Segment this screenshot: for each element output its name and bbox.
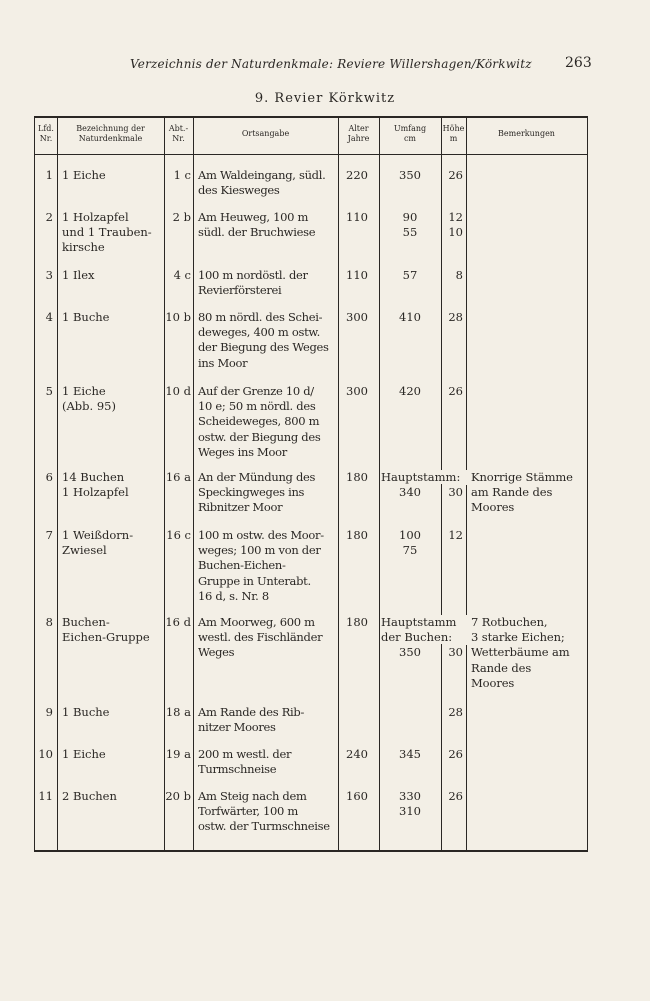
cell-alter: 240 <box>346 747 368 761</box>
cell-umfang: 330 310 <box>399 789 421 819</box>
running-title: Verzeichnis der Naturdenkmale: Reviere Willershagen/Körkwitz <box>130 57 532 71</box>
cell-lfd: 8 <box>45 615 53 629</box>
cell-umfang: 420 <box>399 384 421 398</box>
cell-lfd: 11 <box>38 789 53 803</box>
column-divider <box>441 644 442 660</box>
cell-bezeichnung: 1 Eiche <box>62 747 106 761</box>
cell-abt: 2 b <box>172 210 191 224</box>
cell-bezeichnung: Buchen- Eichen-Gruppe <box>62 615 150 645</box>
nature-monuments-table <box>34 116 588 852</box>
cell-hoehe: 26 <box>448 747 463 761</box>
cell-lfd: 3 <box>45 268 53 282</box>
cell-umfang: 350 <box>399 645 421 660</box>
cell-hoehe: 12 <box>448 528 463 542</box>
cell-abt: 1 c <box>173 168 191 182</box>
cell-hoehe: 30 <box>448 485 463 500</box>
cell-hoehe: 12 10 <box>448 210 463 240</box>
cell-alter: 110 <box>346 210 368 224</box>
cell-ortsangabe: 80 m nördl. des Schei- deweges, 400 m ostw. der Biegung des Weges ins Moor <box>198 310 329 370</box>
cell-abt: 20 b <box>165 789 191 803</box>
cell-ortsangabe: Am Steig nach dem Torfwärter, 100 m ostw. der Turmschneise <box>198 789 330 834</box>
header-rule <box>35 154 588 155</box>
cell-lfd: 5 <box>45 384 53 398</box>
cell-hoehe: 26 <box>448 789 463 803</box>
cell-abt: 4 c <box>173 268 191 282</box>
col-header-bemerkungen: Bemerkungen <box>498 129 555 138</box>
cell-alter: 220 <box>346 168 368 182</box>
cell-ortsangabe: 100 m ostw. des Moor- weges; 100 m von der Buchen-Eichen- Gruppe in Unterabt. 16 d, s. Nr. 8 <box>198 528 324 603</box>
cell-bezeichnung: 1 Buche <box>62 310 110 324</box>
cell-alter: 180 <box>346 528 368 542</box>
cell-alter: 180 <box>346 615 368 629</box>
col-header-bezeichnung: Bezeichnung der Naturdenkmale <box>76 124 145 143</box>
cell-abt: 16 d <box>165 615 191 629</box>
cell-abt: 19 a <box>165 747 191 761</box>
cell-bezeichnung: 2 Buchen <box>62 789 117 803</box>
cell-umfang: 100 75 <box>399 528 421 558</box>
cell-umfang: 350 <box>399 168 421 182</box>
cell-ortsangabe: Am Heuweg, 100 m südl. der Bruchwiese <box>198 210 316 240</box>
cell-lfd: 9 <box>45 705 53 719</box>
col-header-ortsangabe: Ortsangabe <box>241 129 290 138</box>
cell-bemerkungen: 7 Rotbuchen, 3 starke Eichen; Wetterbäume am Rande des Moores <box>471 615 570 690</box>
cell-umfang: 90 55 <box>402 210 418 240</box>
cell-alter: 300 <box>346 384 368 398</box>
cell-bezeichnung: 1 Eiche <box>62 168 106 182</box>
cell-alter: 110 <box>346 268 368 282</box>
cell-abt: 10 b <box>165 310 191 324</box>
cell-ortsangabe: An der Mündung des Speckingweges ins Ribnitzer Moor <box>198 470 316 515</box>
section-title: 9. Revier Körkwitz <box>254 91 396 106</box>
cell-lfd: 1 <box>45 168 53 182</box>
cell-bezeichnung: 1 Holzapfel und 1 Trauben- kirsche <box>62 210 152 255</box>
cell-bezeichnung: 1 Buche <box>62 705 110 719</box>
cell-ortsangabe: Am Waldeingang, südl. des Kiesweges <box>198 168 326 198</box>
cell-ortsangabe: 200 m westl. der Turmschneise <box>198 747 292 777</box>
cell-bemerkungen: Knorrige Stämme am Rande des Moores <box>471 470 573 515</box>
cell-alter: 300 <box>346 310 368 324</box>
col-header-hoehe: Höhe m <box>442 124 465 143</box>
cell-lfd: 6 <box>45 470 53 484</box>
cell-ortsangabe: 100 m nordöstl. der Revierförsterei <box>198 268 308 298</box>
cell-umfang: 340 <box>399 485 421 500</box>
cell-lfd: 4 <box>45 310 53 324</box>
page-number: 263 <box>565 55 592 71</box>
column-divider <box>441 484 442 500</box>
column-divider <box>193 118 194 850</box>
cell-ortsangabe: Am Moorweg, 600 m westl. des Fischländer Weges <box>198 615 323 660</box>
col-header-abt: Abt.- Nr. <box>168 124 189 143</box>
cell-alter: 160 <box>346 789 368 803</box>
cell-umfang-note: Hauptstamm der Buchen: <box>381 615 497 645</box>
col-header-umfang: Umfang cm <box>393 124 427 143</box>
col-header-alter: Alter Jahre <box>347 124 370 143</box>
cell-abt: 16 c <box>166 528 191 542</box>
cell-hoehe: 8 <box>455 268 463 282</box>
cell-hoehe: 28 <box>448 310 463 324</box>
cell-bezeichnung: 1 Ilex <box>62 268 95 282</box>
column-divider <box>57 118 58 850</box>
col-header-lfd: Lfd. Nr. <box>38 124 54 143</box>
cell-lfd: 10 <box>38 747 53 761</box>
table-right-edge <box>587 118 588 850</box>
cell-ortsangabe: Auf der Grenze 10 d/ 10 e; 50 m nördl. des Scheideweges, 800 m ostw. der Biegung des Weges ins Moor <box>198 384 321 459</box>
cell-umfang-note: Hauptstamm: <box>381 470 497 485</box>
cell-hoehe: 30 <box>448 645 463 660</box>
cell-umfang: 410 <box>399 310 421 324</box>
cell-lfd: 2 <box>45 210 53 224</box>
cell-umfang: 57 <box>402 268 418 282</box>
cell-umfang: 345 <box>399 747 421 761</box>
cell-hoehe: 26 <box>448 168 463 182</box>
cell-abt: 10 d <box>165 384 191 398</box>
cell-lfd: 7 <box>45 528 53 542</box>
cell-bezeichnung: 1 Eiche (Abb. 95) <box>62 384 116 414</box>
cell-hoehe: 26 <box>448 384 463 398</box>
cell-abt: 18 a <box>165 705 191 719</box>
cell-ortsangabe: Am Rande des Rib- nitzer Moores <box>198 705 305 735</box>
cell-bezeichnung: 1 Weißdorn- Zwiesel <box>62 528 134 558</box>
cell-abt: 16 a <box>165 470 191 484</box>
cell-alter: 180 <box>346 470 368 484</box>
cell-bezeichnung: 14 Buchen 1 Holzapfel <box>62 470 129 500</box>
cell-hoehe: 28 <box>448 705 463 719</box>
